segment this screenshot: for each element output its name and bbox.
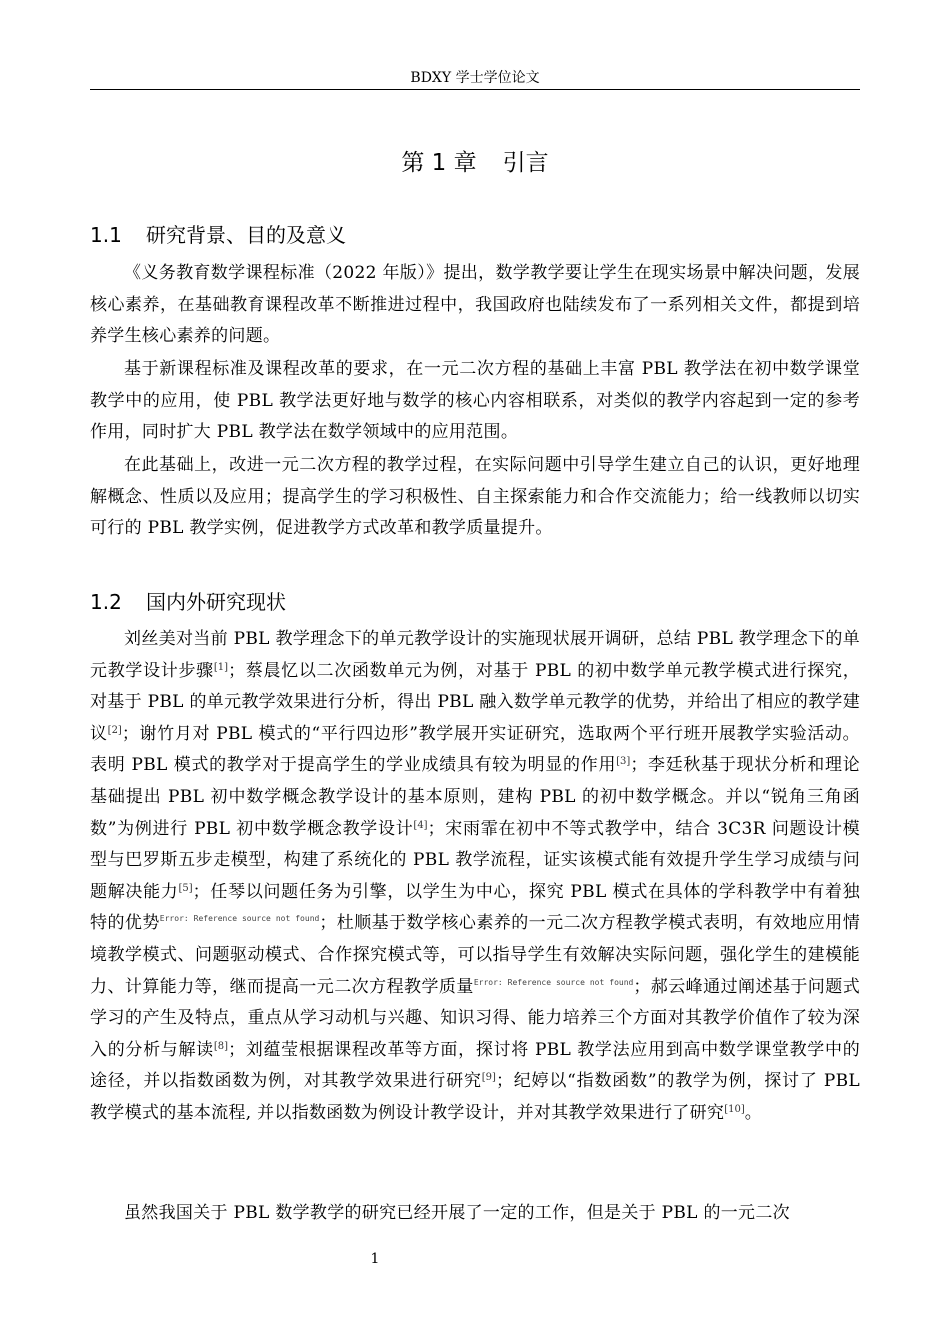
citation: [1] <box>213 661 229 673</box>
header-rule <box>90 89 860 90</box>
literature-review-paragraph: 刘丝美对当前 PBL 教学理念下的单元教学设计的实施现状展开调研，总结 PBL 教学理念下的单元教学设计步骤[1]；蔡晨忆以二次函数单元为例，对基于 PBL 的初中数学单元教学模式进行探究，对基于 PBL 的单元教学效果进行分析，得出 PBL 融入数学单元教学的优势，并给出了相应的教学建议[2]；谢竹月对 PBL 模式的“平行四边形”教学展开实证研究，选取两个平行班开展教学实验活动。表明 PBL 模式的教学对于提高学生的学业成绩具有较为明显的作用[3]；李廷秋基于现状分析和理论基础提出 PBL 初中数学概念教学设计的基本原则，建构 PBL 的初中数学概念。并以“锐角三角函数”为例进行 PBL 初中数学概念教学设计[4]；宋雨霏在初中不等式教学中，结合 3C3R 问题设计模型与巴罗斯五步走模型，构建了系统化的 PBL 教学流程，证实该模式能有效提升学生学习成绩与问题解决能力[5]；任琴以问题任务为引擎，以学生为中心，探究 PBL 模式在具体的学科教学中有着独特的优势$^{Error: Reference source not found}$；杜顺基于数学核心素养的一元二次方程教学模式表明，有效地应用情境教学模式、问题驱动模式、合作探究模式等，可以指导学生有效解决实际问题，强化学生的建模能力、计算能力等，继而提高一元二次方程教学质量$^{Error: Reference source not found}$；郝云峰通过阐述基于问题式学习的产生及特点，重点从学习动机与兴趣、知识习得、能力培养三个方面对其教学价值作了较为深入的分析与解读[8]；刘蕴莹根据课程改革等方面，探讨将 PBL 教学法应用到高中数学课堂教学中的途径，并以指数函数为例，对其教学效果进行研究[9]；纪婷以“指数函数”的教学为例，探讨了 PBL 教学模式的基本流程, 并以指数函数为例设计教学设计，并对其教学效果进行了研究[10]。 <box>90 629 861 1123</box>
paragraph: 《义务教育数学课程标准（2022 年版）》提出，数学教学要让学生在现实场景中解决问题，发展核心素养，在基础教育课程改革不断推进过程中，我国政府也陆续发布了一系列相关文件，都提到培养学生核心素养的问题。 <box>90 263 860 347</box>
citation: [10] <box>724 1103 745 1115</box>
section-title: 国内外研究现状 <box>146 590 286 614</box>
citation: [8] <box>213 1040 229 1052</box>
chapter-heading <box>90 148 860 178</box>
section-heading-1-2 <box>90 588 860 616</box>
section-heading-1-1 <box>90 221 860 249</box>
citation: [4] <box>413 819 428 831</box>
paragraph: 虽然我国关于 PBL 数学教学的研究已经开展了一定的工作，但是关于 PBL 的一元二次 <box>124 1203 790 1223</box>
section-number: 1.1 <box>90 223 122 247</box>
broken-reference: Error: Reference source not found <box>159 914 320 924</box>
page-number: 1 <box>370 1251 380 1267</box>
section-number: 1.2 <box>90 590 122 614</box>
chapter-number: 第 1 章 <box>401 150 477 176</box>
citation: [9] <box>481 1072 496 1084</box>
paragraph: 基于新课程标准及课程改革的要求，在一元二次方程的基础上丰富 PBL 教学法在初中数学课堂教学中的应用，使 PBL 教学法更好地与数学的核心内容相联系，对类似的教学内容起到一定的参考作用，同时扩大 PBL 教学法在数学领域中的应用范围。 <box>90 359 860 443</box>
running-header: BDXY 学士学位论文 <box>410 70 540 86</box>
chapter-title: 引言 <box>502 150 549 176</box>
citation: [3] <box>616 756 631 768</box>
paragraph: 在此基础上，改进一元二次方程的教学过程，在实际问题中引导学生建立自己的认识，更好地理解概念、性质以及应用；提高学生的学习积极性、自主探索能力和合作交流能力；给一线教师以切实可行的 PBL 教学实例，促进教学方式改革和教学质量提升。 <box>90 455 860 539</box>
section-title: 研究背景、目的及意义 <box>146 223 346 247</box>
citation: [5] <box>178 882 193 894</box>
broken-reference: Error: Reference source not found <box>473 977 634 987</box>
citation: [2] <box>107 724 122 736</box>
